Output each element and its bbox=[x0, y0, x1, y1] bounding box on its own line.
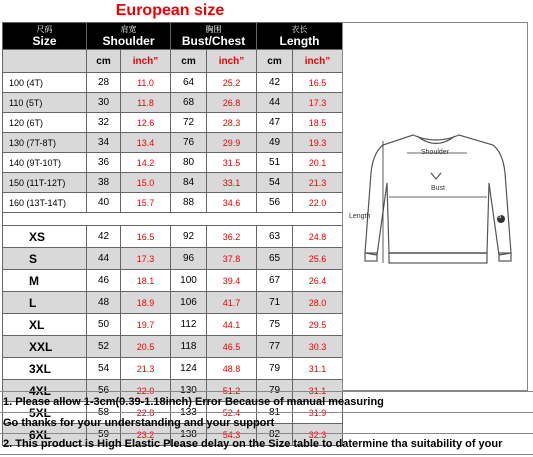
shoulder-inch-cell: 11.8 bbox=[121, 93, 171, 113]
shoulder-inch-cell: 18.9 bbox=[121, 292, 171, 314]
bust-inch-cell: 37.8 bbox=[207, 248, 257, 270]
shoulder-cm-cell: 40 bbox=[87, 193, 121, 213]
chart-title: European size bbox=[115, 2, 225, 19]
marker-label: 3 bbox=[498, 214, 502, 220]
length-cm-cell: 77 bbox=[257, 336, 293, 358]
length-inch-cell: 16.5 bbox=[293, 73, 343, 93]
shoulder-inch-cell: 21.3 bbox=[121, 358, 171, 380]
shoulder-cm-cell: 48 bbox=[87, 292, 121, 314]
note-line: 1. Please allow 1-3cm(0.39-1.18inch) Error Because of manual measuring bbox=[0, 391, 533, 412]
table-row bbox=[3, 193, 343, 213]
size-cell: XL bbox=[3, 314, 87, 336]
shoulder-cm-cell: 58 bbox=[87, 402, 121, 424]
bust-cm-cell: 124 bbox=[171, 358, 207, 380]
length-inch-cell: 24.8 bbox=[293, 226, 343, 248]
shoulder-header: 肩宽 Shoulder bbox=[87, 23, 171, 50]
size-cell: 4XL bbox=[3, 380, 87, 402]
shoulder-inch-cell: 17.3 bbox=[121, 248, 171, 270]
shoulder-cm-cell: 50 bbox=[87, 314, 121, 336]
shoulder-cm-cell: 44 bbox=[87, 248, 121, 270]
shoulder-inch-cell: 20.5 bbox=[121, 336, 171, 358]
bust-cm-cell: 106 bbox=[171, 292, 207, 314]
shoulder-inch-cell: 15.7 bbox=[121, 193, 171, 213]
length-cm-cell: 63 bbox=[257, 226, 293, 248]
length-cm-cell: 79 bbox=[257, 358, 293, 380]
bust-inch-cell: 28.3 bbox=[207, 113, 257, 133]
shoulder-cm-cell: 28 bbox=[87, 73, 121, 93]
shoulder-inch-cell: 13.4 bbox=[121, 133, 171, 153]
shoulder-cm-cell: 52 bbox=[87, 336, 121, 358]
length-cm-cell: 51 bbox=[257, 153, 293, 173]
size-cell: 140 (9T-10T) bbox=[3, 153, 87, 173]
length-cm-cell: 47 bbox=[257, 113, 293, 133]
shoulder-inch-cell: 16.5 bbox=[121, 226, 171, 248]
length-inch-cell: 25.6 bbox=[293, 248, 343, 270]
bust-inch-cell: 48.8 bbox=[207, 358, 257, 380]
size-cell: 160 (13T-14T) bbox=[3, 193, 87, 213]
length-cm-cell: 56 bbox=[257, 193, 293, 213]
table-row bbox=[3, 226, 343, 248]
bust-inch-cell: 41.7 bbox=[207, 292, 257, 314]
length-inch-cell: 31.9 bbox=[293, 402, 343, 424]
bust-cm-cell: 72 bbox=[171, 113, 207, 133]
note-line: 2. This product is High Elastic Please delay on the Size table to datermine tha suitability of your bbox=[0, 433, 533, 455]
size-cell: M bbox=[3, 270, 87, 292]
length-inch-cell: 19.3 bbox=[293, 133, 343, 153]
size-cell: 5XL bbox=[3, 402, 87, 424]
bust-cm-cell: 76 bbox=[171, 133, 207, 153]
length-inch-cell: 20.1 bbox=[293, 153, 343, 173]
shoulder-inch-cell: 14.2 bbox=[121, 153, 171, 173]
size-header: 尺码 Size bbox=[3, 23, 87, 50]
bust-inch-cell: 39.4 bbox=[207, 270, 257, 292]
length-inch-cell: 22.0 bbox=[293, 193, 343, 213]
bust-inch-cell: 44.1 bbox=[207, 314, 257, 336]
size-cell: XXL bbox=[3, 336, 87, 358]
table-row bbox=[3, 358, 343, 380]
bust-inch-cell: 34.6 bbox=[207, 193, 257, 213]
bust-inch-cell: 29.9 bbox=[207, 133, 257, 153]
table-row bbox=[3, 73, 343, 93]
shoulder-inch-cell: 12.6 bbox=[121, 113, 171, 133]
size-cell: L bbox=[3, 292, 87, 314]
size-table bbox=[2, 22, 343, 446]
unit-inch: inch” bbox=[207, 50, 257, 73]
notes bbox=[0, 391, 533, 455]
sweater-diagram bbox=[342, 22, 528, 391]
bust-inch-cell: 36.2 bbox=[207, 226, 257, 248]
shoulder-cm-cell: 36 bbox=[87, 153, 121, 173]
shoulder-cm-cell: 38 bbox=[87, 173, 121, 193]
shoulder-cm-cell: 54 bbox=[87, 358, 121, 380]
shoulder-inch-cell: 18.1 bbox=[121, 270, 171, 292]
bust-label: Bust bbox=[431, 185, 446, 192]
shoulder-inch-cell: 11.0 bbox=[121, 73, 171, 93]
shoulder-cm-cell: 42 bbox=[87, 226, 121, 248]
bust-inch-cell: 33.1 bbox=[207, 173, 257, 193]
length-inch-cell: 26.4 bbox=[293, 270, 343, 292]
bust-cm-cell: 92 bbox=[171, 226, 207, 248]
length-header: 衣长 Length bbox=[257, 23, 343, 50]
length-inch-cell: 18.5 bbox=[293, 113, 343, 133]
size-cell: 3XL bbox=[3, 358, 87, 380]
length-cm-cell: 65 bbox=[257, 248, 293, 270]
table-row bbox=[3, 248, 343, 270]
unit-blank bbox=[3, 50, 87, 73]
size-cell: 100 (4T) bbox=[3, 73, 87, 93]
shoulder-cm-cell: 30 bbox=[87, 93, 121, 113]
bust-cm-cell: 118 bbox=[171, 336, 207, 358]
bust-cm-cell: 88 bbox=[171, 193, 207, 213]
shoulder-inch-cell: 15.0 bbox=[121, 173, 171, 193]
bust-cm-cell: 133 bbox=[171, 402, 207, 424]
table-row bbox=[3, 314, 343, 336]
unit-inch: inch” bbox=[121, 50, 171, 73]
shoulder-inch-cell: 22.8 bbox=[121, 402, 171, 424]
bust-cm-cell: 130 bbox=[171, 380, 207, 402]
unit-cm: cm bbox=[257, 50, 293, 73]
length-inch-cell: 31.1 bbox=[293, 358, 343, 380]
table-row bbox=[3, 113, 343, 133]
bust-cm-cell: 80 bbox=[171, 153, 207, 173]
section-gap bbox=[3, 213, 343, 226]
length-cm-cell: 49 bbox=[257, 133, 293, 153]
bust-cm-cell: 96 bbox=[171, 248, 207, 270]
shoulder-cm-cell: 34 bbox=[87, 133, 121, 153]
length-inch-cell: 17.3 bbox=[293, 93, 343, 113]
size-cell: XS bbox=[3, 226, 87, 248]
size-cell: 6XL bbox=[3, 424, 87, 446]
bust-inch-cell: 46.5 bbox=[207, 336, 257, 358]
length-cm-cell: 54 bbox=[257, 173, 293, 193]
shoulder-label: Shoulder bbox=[421, 149, 450, 156]
table-row bbox=[3, 336, 343, 358]
unit-cm: cm bbox=[87, 50, 121, 73]
length-cm-cell: 81 bbox=[257, 402, 293, 424]
size-cell: 110 (5T) bbox=[3, 93, 87, 113]
shoulder-inch-cell: 23.2 bbox=[121, 424, 171, 446]
length-inch-cell: 21.3 bbox=[293, 173, 343, 193]
bust-cm-cell: 84 bbox=[171, 173, 207, 193]
shoulder-inch-cell: 22.0 bbox=[121, 380, 171, 402]
length-cm-cell: 42 bbox=[257, 73, 293, 93]
shoulder-cm-cell: 59 bbox=[87, 424, 121, 446]
bust-cm-cell: 64 bbox=[171, 73, 207, 93]
length-cm-cell: 79 bbox=[257, 380, 293, 402]
unit-inch: inch” bbox=[293, 50, 343, 73]
length-inch-cell: 32.3 bbox=[293, 424, 343, 446]
length-inch-cell: 30.3 bbox=[293, 336, 343, 358]
size-cell: 150 (11T-12T) bbox=[3, 173, 87, 193]
unit-row bbox=[3, 50, 343, 73]
length-label: Length bbox=[349, 213, 371, 220]
bust-inch-cell: 54.3 bbox=[207, 424, 257, 446]
length-cm-cell: 67 bbox=[257, 270, 293, 292]
length-inch-cell: 28.0 bbox=[293, 292, 343, 314]
table-row bbox=[3, 93, 343, 113]
shoulder-cm-cell: 46 bbox=[87, 270, 121, 292]
table-row bbox=[3, 133, 343, 153]
note-line: Go thanks for your understanding and your support bbox=[0, 412, 533, 433]
bust-inch-cell: 31.5 bbox=[207, 153, 257, 173]
bust-inch-cell: 25.2 bbox=[207, 73, 257, 93]
table-row bbox=[3, 173, 343, 193]
size-cell: 130 (7T-8T) bbox=[3, 133, 87, 153]
bust-cm-cell: 112 bbox=[171, 314, 207, 336]
shoulder-cm-cell: 32 bbox=[87, 113, 121, 133]
length-cm-cell: 44 bbox=[257, 93, 293, 113]
bust-inch-cell: 51.2 bbox=[207, 380, 257, 402]
header-row bbox=[3, 23, 343, 50]
shoulder-inch-cell: 19.7 bbox=[121, 314, 171, 336]
shoulder-cm-cell: 56 bbox=[87, 380, 121, 402]
table-row bbox=[3, 153, 343, 173]
table-row bbox=[3, 270, 343, 292]
length-cm-cell: 75 bbox=[257, 314, 293, 336]
bust-inch-cell: 26.8 bbox=[207, 93, 257, 113]
sweater-illustration bbox=[343, 23, 529, 392]
bust-cm-cell: 138 bbox=[171, 424, 207, 446]
size-cell: S bbox=[3, 248, 87, 270]
length-cm-cell: 82 bbox=[257, 424, 293, 446]
size-cell: 120 (6T) bbox=[3, 113, 87, 133]
bust-cm-cell: 68 bbox=[171, 93, 207, 113]
length-cm-cell: 71 bbox=[257, 292, 293, 314]
bust-header: 胸围 Bust/Chest bbox=[171, 23, 257, 50]
unit-cm: cm bbox=[171, 50, 207, 73]
bust-inch-cell: 52.4 bbox=[207, 402, 257, 424]
length-inch-cell: 29.5 bbox=[293, 314, 343, 336]
bust-cm-cell: 100 bbox=[171, 270, 207, 292]
table-row bbox=[3, 292, 343, 314]
length-inch-cell: 31.1 bbox=[293, 380, 343, 402]
